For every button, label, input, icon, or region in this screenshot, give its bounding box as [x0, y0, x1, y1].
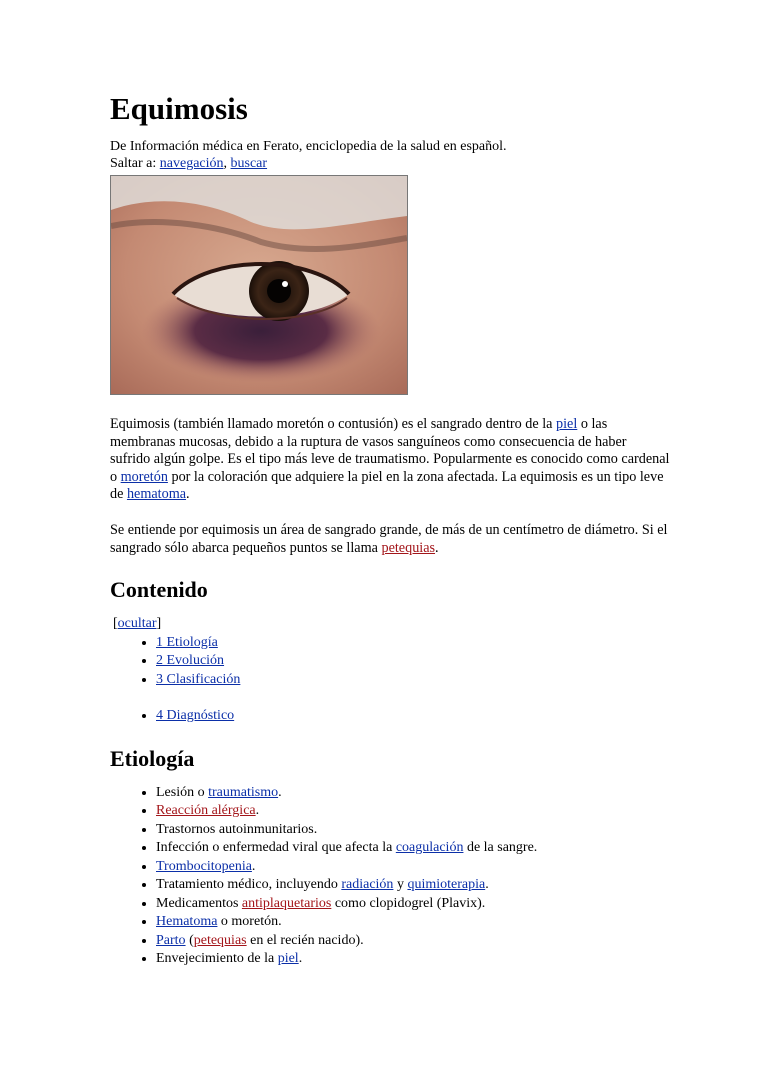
- list-item: • Lesión o traumatismo.: [156, 784, 670, 803]
- link-petequias[interactable]: petequias: [381, 539, 436, 556]
- paragraph-size: Se entiende por equimosis un área de sangrado grande, de más de un centímetro de diámetro. Si el sangrado sólo abarca pequeños puntos se llama petequias.: [110, 521, 668, 556]
- page-title: Equimosis: [110, 91, 248, 126]
- jump-links: Saltar a: navegación, buscar: [110, 156, 268, 171]
- link-reaccion-alergica[interactable]: Reacción alérgica: [156, 803, 256, 819]
- hide-toc-link[interactable]: ocultar: [117, 616, 157, 632]
- eye-image: [111, 176, 407, 394]
- list-item: • Envejecimiento de la piel.: [156, 950, 670, 969]
- link-quimioterapia[interactable]: quimioterapia: [407, 877, 486, 893]
- list-item: • Medicamentos antiplaquetarios como clopidogrel (Plavix).: [156, 895, 670, 914]
- link-hematoma[interactable]: hematoma: [126, 486, 187, 503]
- link-coagulacion[interactable]: coagulación: [395, 840, 464, 856]
- toc-link-evolucion[interactable]: 2 Evolución: [156, 653, 225, 669]
- toc-item: [156, 652, 670, 671]
- paragraph-definition: Equimosis (también llamado moretón o contusión) es el sangrado dentro de la piel o las membranas mucosas, debido a la ruptura de vasos sanguíneos como consecuencia de haber sufrido algún golpe. Es el tipo más leve de traumatismo. Popularmente es conocido como cardenal o moretón por la coloración que adquiere la piel en la zona afectada. La equimosis es un tipo leve de hematoma.: [110, 416, 670, 503]
- link-piel[interactable]: piel: [556, 416, 578, 432]
- intro-line: De Información médica en Ferato, enciclopedia de la salud en español.: [110, 139, 507, 154]
- list-item: • Parto (petequias en el recién nacido).: [156, 932, 670, 951]
- toc-link-clasificacion[interactable]: 3 Clasificación: [156, 671, 241, 687]
- search-link[interactable]: buscar: [230, 156, 268, 171]
- link-trombocitopenia[interactable]: Trombocitopenia: [156, 858, 252, 874]
- bruised-eye-photo: [110, 175, 408, 395]
- toc-item: [156, 634, 670, 653]
- link-piel-list[interactable]: piel: [277, 951, 299, 967]
- toc-link-diagnostico[interactable]: 4 Diagnóstico: [156, 708, 235, 724]
- list-item: • Infección o enfermedad viral que afecta la coagulación de la sangre.: [156, 839, 670, 858]
- link-traumatismo[interactable]: traumatismo: [208, 784, 279, 800]
- list-item: • Hematoma o moretón.: [156, 913, 670, 932]
- link-moreton[interactable]: moretón: [120, 468, 168, 485]
- toc-heading: Contenido: [110, 577, 208, 603]
- section-heading-etiologia: Etiología: [110, 745, 195, 771]
- table-of-contents: [110, 615, 670, 726]
- link-antiplaquetarios[interactable]: antiplaquetarios: [241, 895, 332, 911]
- article: [110, 92, 670, 969]
- toc-item: [156, 671, 670, 690]
- list-item: • Trastornos autoinmunitarios.: [156, 821, 670, 840]
- link-hematoma-list[interactable]: Hematoma: [156, 914, 218, 930]
- etiologia-list: [110, 784, 670, 969]
- toc-link-etiologia[interactable]: 1 Etiología: [156, 634, 218, 650]
- link-petequias-list[interactable]: petequias: [193, 932, 247, 948]
- list-item: • Tratamiento médico, incluyendo radiación y quimioterapia.: [156, 876, 670, 895]
- navigation-link[interactable]: navegación: [159, 156, 224, 171]
- list-item: • Reacción alérgica.: [156, 802, 670, 821]
- toc-toggle: [ocultar]: [113, 616, 162, 632]
- link-radiacion[interactable]: radiación: [341, 877, 394, 893]
- toc-item: [156, 707, 670, 726]
- list-item: • Trombocitopenia.: [156, 858, 670, 877]
- link-parto[interactable]: Parto: [156, 932, 186, 948]
